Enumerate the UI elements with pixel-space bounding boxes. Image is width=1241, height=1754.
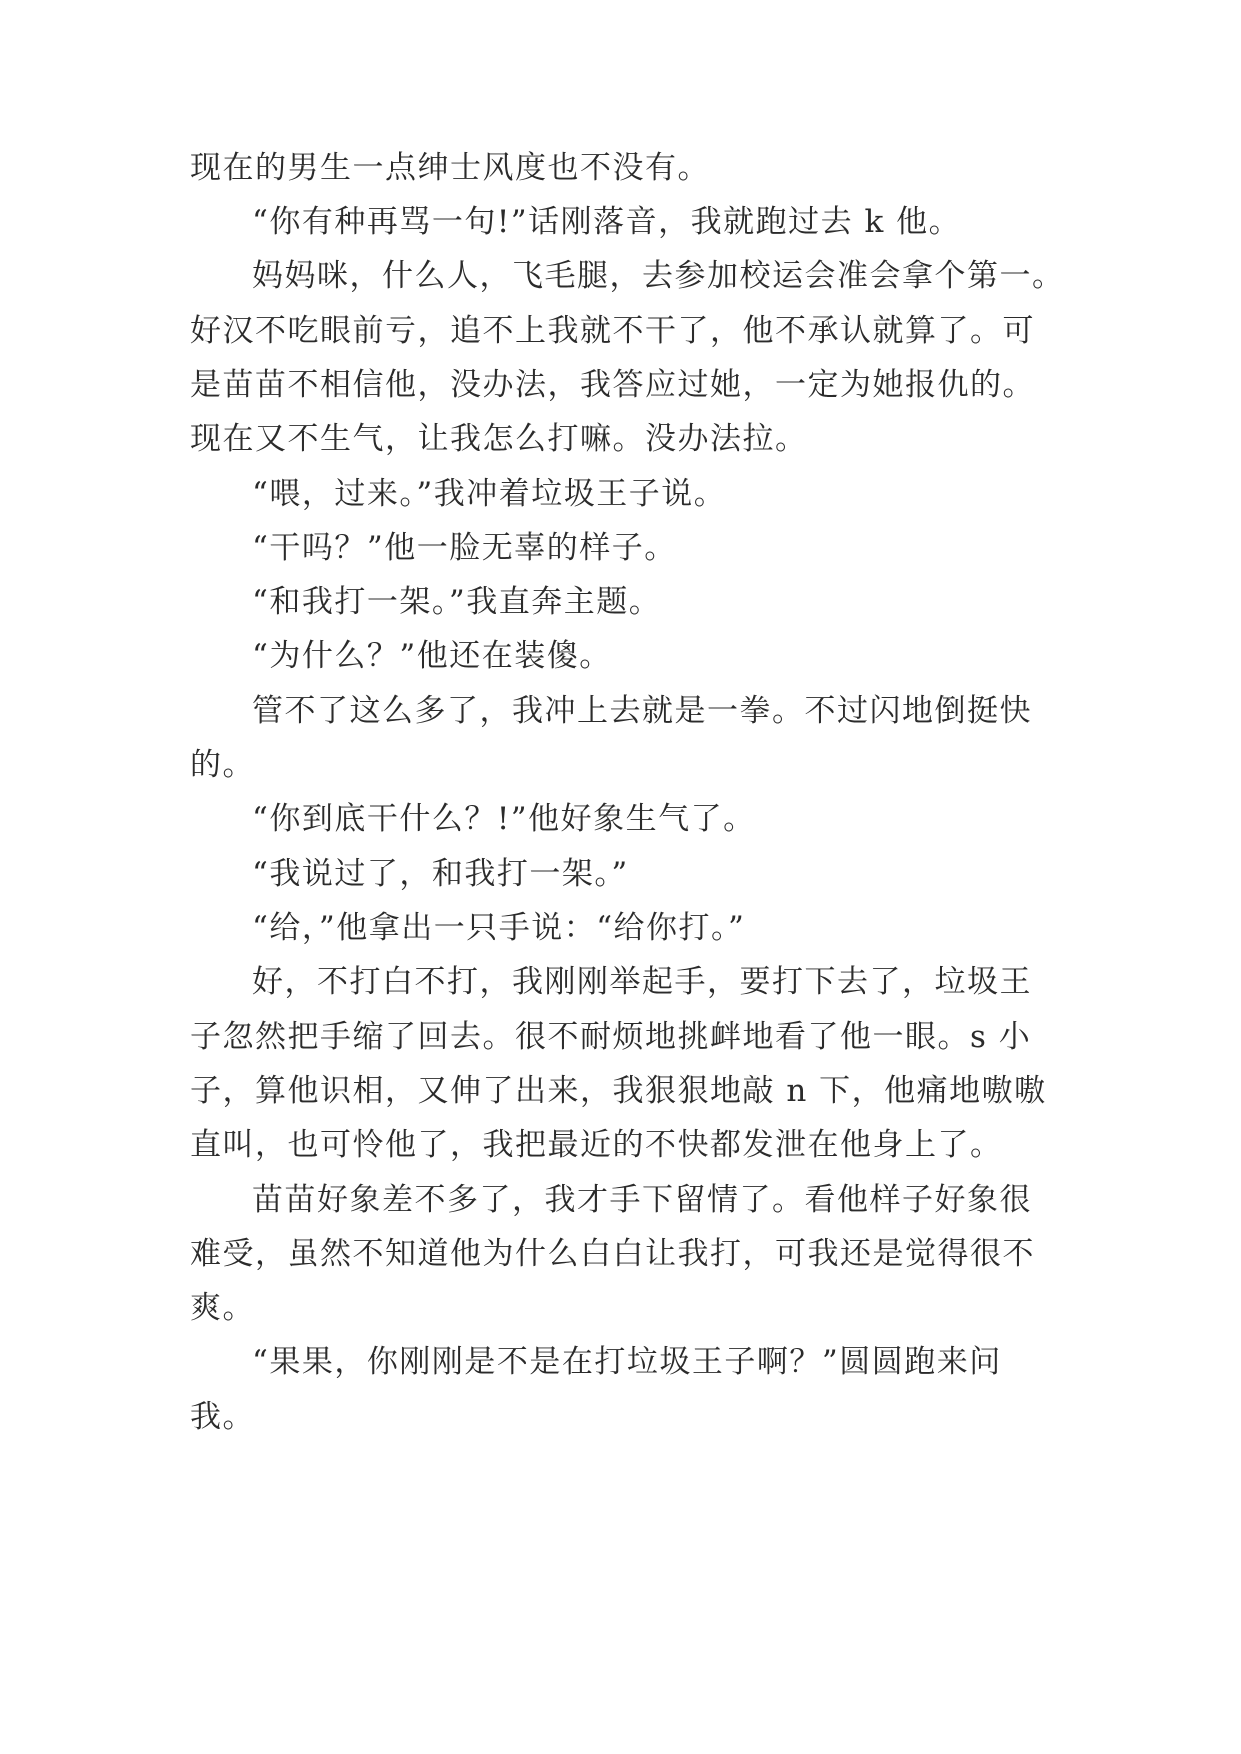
text-line: “果果，你刚刚是不是在打垃圾王子啊？”圆圆跑来问	[252, 1344, 1002, 1380]
text-line: 子，算他识相，又伸了出来，我狠狠地敲 n 下，他痛地嗷嗷	[190, 1073, 1047, 1109]
text-line: 现在的男生一点绅士风度也不没有。	[190, 150, 710, 186]
text-line: “给，”他拿出一只手说：“给你打。”	[252, 910, 746, 946]
text-line: “为什么？”他还在装傻。	[252, 638, 612, 674]
text-line: 苗苗好象差不多了，我才手下留情了。看他样子好象很	[252, 1182, 1032, 1218]
text-line: “干吗？”他一脸无辜的样子。	[252, 530, 677, 566]
text-line: 的。	[190, 747, 255, 783]
text-line: “和我打一架。”我直奔主题。	[252, 584, 662, 620]
text-line: “你到底干什么？!”他好象生气了。	[252, 801, 756, 837]
text-line: “我说过了，和我打一架。”	[252, 856, 629, 892]
text-line: 子忽然把手缩了回去。很不耐烦地挑衅地看了他一眼。s 小	[190, 1019, 1032, 1055]
text-line: “喂，过来。”我冲着垃圾王子说。	[252, 476, 727, 512]
text-line: 管不了这么多了，我冲上去就是一拳。不过闪地倒挺快	[252, 693, 1032, 729]
text-line: 直叫，也可怜他了，我把最近的不快都发泄在他身上了。	[190, 1127, 1003, 1163]
text-line: 好，不打白不打，我刚刚举起手，要打下去了，垃圾王	[252, 964, 1032, 1000]
text-line: “你有种再骂一句!”话刚落音，我就跑过去 k 他。	[252, 204, 962, 240]
text-line: 现在又不生气，让我怎么打嘛。没办法拉。	[190, 421, 808, 457]
text-line: 妈妈咪，什么人，飞毛腿，去参加校运会准会拿个第一。	[252, 258, 1065, 294]
text-line: 难受，虽然不知道他为什么白白让我打，可我还是觉得很不	[190, 1236, 1035, 1272]
text-line: 爽。	[190, 1290, 255, 1326]
text-line: 我。	[190, 1399, 255, 1435]
text-line: 是苗苗不相信他，没办法，我答应过她，一定为她报仇的。	[190, 367, 1035, 403]
text-line: 好汉不吃眼前亏，追不上我就不干了，他不承认就算了。可	[190, 313, 1035, 349]
